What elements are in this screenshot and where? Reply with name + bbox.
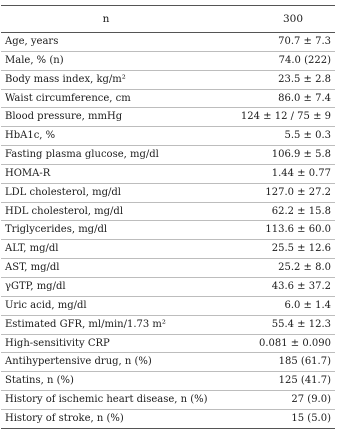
row-label: Waist circumference, cm bbox=[5, 92, 131, 104]
row-label: Fasting plasma glucose, mg/dl bbox=[5, 149, 159, 161]
row-label: High-sensitivity CRP bbox=[5, 337, 110, 349]
row-value: 15 (5.0) bbox=[291, 412, 331, 424]
row-label: Triglycerides, mg/dl bbox=[5, 224, 108, 236]
table-row bbox=[1, 259, 335, 278]
row-label: Blood pressure, mmHg bbox=[5, 111, 123, 123]
row-label: Estimated GFR, ml/min/1.73 m² bbox=[5, 318, 166, 330]
table-row bbox=[1, 127, 335, 146]
row-label: HDL cholesterol, mg/dl bbox=[5, 205, 124, 217]
table-header bbox=[1, 5, 335, 33]
table-row bbox=[1, 240, 335, 259]
row-value: 25.2 ± 8.0 bbox=[278, 262, 331, 274]
row-value: 1.44 ± 0.77 bbox=[271, 167, 331, 179]
table-row bbox=[1, 33, 335, 52]
row-label: AST, mg/dl bbox=[5, 262, 60, 274]
row-value: 70.7 ± 7.3 bbox=[278, 36, 331, 47]
table-row bbox=[1, 90, 335, 109]
table-row bbox=[1, 52, 335, 71]
row-label: History of ischemic heart disease, n (%) bbox=[5, 394, 208, 406]
row-label: Antihypertensive drug, n (%) bbox=[5, 356, 152, 368]
header-value: 300 bbox=[282, 13, 304, 25]
row-label: History of stroke, n (%) bbox=[5, 412, 124, 424]
row-value: 185 (61.7) bbox=[278, 356, 331, 368]
row-value: 125 (41.7) bbox=[278, 375, 331, 387]
row-value: 55.4 ± 12.3 bbox=[271, 318, 331, 330]
row-value: 62.2 ± 15.8 bbox=[271, 205, 331, 217]
table-row bbox=[1, 146, 335, 165]
table-row bbox=[1, 165, 335, 184]
row-value: 124 ± 12 / 75 ± 9 bbox=[240, 111, 331, 123]
row-value: 43.6 ± 37.2 bbox=[271, 280, 331, 292]
row-value: 113.6 ± 60.0 bbox=[265, 224, 331, 236]
table-row bbox=[1, 391, 335, 410]
row-label: Male, % (n) bbox=[5, 54, 64, 66]
table-row bbox=[1, 316, 335, 335]
table-row bbox=[1, 203, 335, 222]
row-value: 5.5 ± 0.3 bbox=[284, 130, 331, 142]
row-label: ALT, mg/dl bbox=[5, 243, 59, 255]
table-row bbox=[1, 410, 335, 429]
table-row bbox=[1, 221, 335, 240]
table-body bbox=[1, 33, 335, 429]
row-label: Statins, n (%) bbox=[5, 375, 74, 387]
row-label: LDL cholesterol, mg/dl bbox=[5, 186, 121, 198]
row-label: Age, years bbox=[5, 36, 59, 47]
table-row bbox=[1, 297, 335, 316]
table-row bbox=[1, 71, 335, 90]
row-value: 23.5 ± 2.8 bbox=[278, 73, 331, 85]
row-value: 6.0 ± 1.4 bbox=[284, 299, 331, 311]
row-value: 127.0 ± 27.2 bbox=[265, 186, 331, 198]
row-value: 27 (9.0) bbox=[291, 394, 331, 406]
row-label: γGTP, mg/dl bbox=[5, 280, 66, 292]
row-value: 25.5 ± 12.6 bbox=[271, 243, 331, 255]
row-value: 0.081 ± 0.090 bbox=[259, 337, 331, 349]
row-value: 74.0 (222) bbox=[278, 54, 331, 66]
table-row bbox=[1, 353, 335, 372]
row-value: 86.0 ± 7.4 bbox=[278, 92, 331, 104]
row-label: Uric acid, mg/dl bbox=[5, 299, 87, 311]
table-row bbox=[1, 335, 335, 354]
row-label: HbA1c, % bbox=[5, 130, 56, 142]
table-row bbox=[1, 278, 335, 297]
row-value: 106.9 ± 5.8 bbox=[271, 149, 331, 161]
table-row bbox=[1, 108, 335, 127]
row-label: Body mass index, kg/m² bbox=[5, 73, 126, 85]
baseline-characteristics-table bbox=[1, 5, 335, 429]
table-row bbox=[1, 184, 335, 203]
row-label: HOMA-R bbox=[5, 167, 51, 179]
table-row bbox=[1, 372, 335, 391]
header-label: n bbox=[102, 13, 110, 25]
